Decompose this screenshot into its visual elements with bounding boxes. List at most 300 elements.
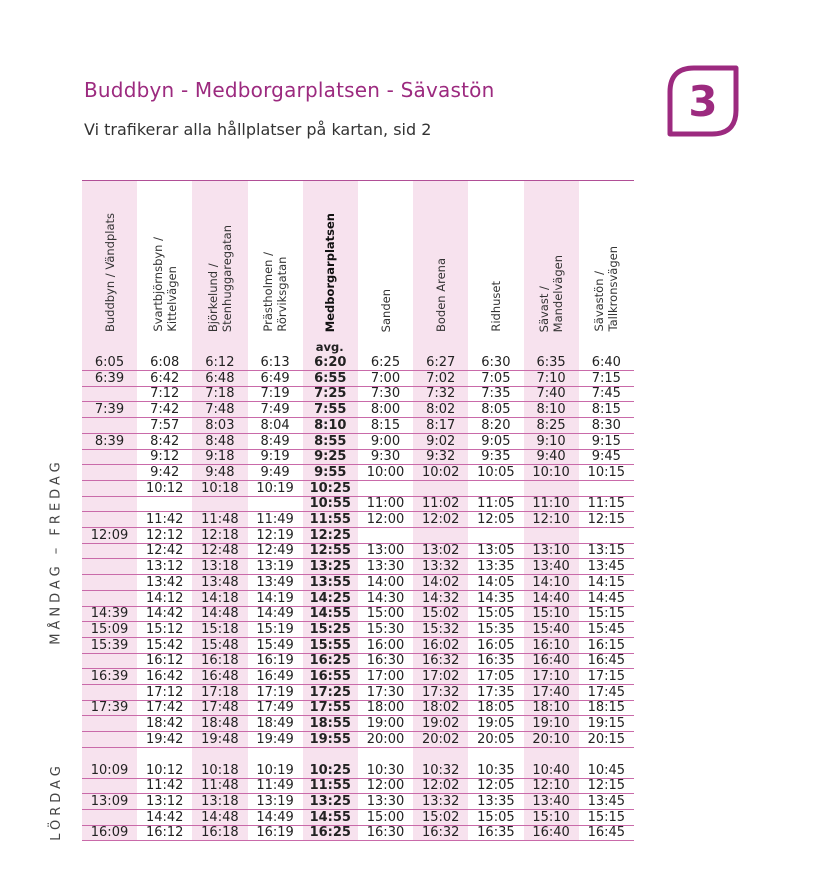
time-cell: 18:05	[477, 700, 515, 716]
stop-name: Prästholmen / Rörviksgatan	[261, 252, 290, 332]
time-cell: 11:48	[201, 778, 239, 794]
time-cell: 13:12	[145, 793, 184, 809]
time-cell: 14:42	[145, 809, 184, 825]
time-cell: 13:49	[256, 574, 294, 590]
time-cell	[358, 481, 413, 496]
time-cell: 13:42	[145, 574, 184, 590]
time-cell: 20:05	[477, 731, 515, 747]
time-cell: 16:30	[366, 653, 405, 669]
time-cell: 14:35	[477, 590, 515, 606]
saturday-section-label: LÖRDAG	[48, 762, 64, 842]
time-cell: 10:40	[532, 762, 570, 778]
timetable-row	[82, 591, 634, 607]
time-cell: 12:18	[201, 527, 239, 543]
stop-name: Sanden	[378, 288, 393, 332]
time-cell: 16:25	[309, 825, 351, 841]
time-cell: 15:35	[477, 621, 515, 637]
time-cell: 7:55	[314, 402, 347, 418]
time-cell: 15:15	[587, 809, 626, 825]
time-cell: 16:30	[366, 825, 405, 841]
time-cell: 10:30	[366, 762, 405, 778]
time-cell: 16:12	[145, 825, 184, 841]
time-cell	[82, 465, 137, 480]
time-cell: 14:02	[421, 574, 460, 590]
time-cell: 7:00	[370, 370, 401, 386]
time-cell: 16:42	[145, 669, 184, 684]
time-cell: 16:19	[256, 653, 294, 669]
stop-header	[82, 182, 137, 332]
time-cell	[137, 496, 192, 511]
time-cell: 10:45	[587, 762, 626, 778]
timetable-row	[82, 685, 634, 701]
time-cell	[82, 778, 137, 793]
time-cell	[248, 496, 303, 511]
time-cell: 19:02	[421, 716, 460, 732]
time-cell: 8:04	[260, 417, 290, 433]
timetable-row	[82, 528, 634, 544]
stop-header	[137, 182, 192, 332]
timetable-row	[82, 543, 634, 559]
time-cell: 10:10	[532, 464, 570, 480]
time-cell: 8:05	[481, 402, 511, 418]
time-cell: 13:15	[587, 543, 626, 559]
time-cell	[413, 481, 468, 496]
time-cell	[579, 528, 634, 543]
time-cell: 19:49	[256, 731, 294, 747]
time-cell: 13:40	[532, 793, 570, 809]
time-cell: 10:25	[309, 762, 351, 778]
time-cell: 18:55	[309, 716, 351, 732]
time-cell: 15:48	[201, 637, 239, 653]
time-cell: 14:39	[90, 606, 129, 622]
time-cell: 8:42	[150, 433, 180, 449]
time-cell: 15:19	[256, 621, 294, 637]
time-cell: 8:25	[536, 417, 566, 433]
time-cell: 16:45	[587, 825, 626, 841]
timetable-row	[82, 575, 634, 591]
time-cell: 19:15	[587, 716, 626, 732]
time-cell	[82, 543, 137, 558]
time-cell	[82, 496, 137, 511]
time-cell: 19:55	[309, 731, 351, 747]
stop-header	[579, 182, 634, 332]
time-cell: 17:02	[421, 669, 460, 684]
time-cell: 10:05	[477, 464, 515, 480]
time-cell	[468, 528, 523, 543]
time-cell: 16:40	[532, 825, 570, 841]
line-number-badge	[666, 64, 740, 138]
stop-header	[468, 182, 523, 332]
time-cell: 15:05	[477, 809, 515, 825]
time-cell: 9:15	[591, 433, 621, 449]
time-cell: 10:09	[90, 762, 129, 778]
time-cell: 10:55	[309, 496, 351, 512]
time-cell: 9:42	[150, 464, 180, 480]
time-cell: 12:25	[309, 527, 351, 543]
timetable-row	[82, 418, 634, 434]
timetable-row	[82, 794, 634, 810]
time-cell: 9:40	[536, 449, 566, 465]
time-cell: 10:19	[256, 480, 294, 496]
stop-header	[192, 182, 247, 332]
time-cell: 17:25	[309, 684, 351, 700]
timetable-row	[82, 434, 634, 450]
time-cell: 16:02	[421, 637, 460, 653]
time-cell: 14:40	[532, 590, 570, 606]
time-cell: 9:55	[314, 464, 347, 480]
time-cell: 14:48	[201, 809, 239, 825]
time-cell: 9:32	[426, 449, 456, 465]
header-top-rule	[82, 180, 634, 181]
time-cell: 13:09	[90, 793, 129, 809]
time-cell: 15:10	[532, 809, 570, 825]
time-cell: 12:10	[532, 512, 570, 527]
time-cell: 12:05	[477, 512, 515, 527]
time-cell: 8:48	[205, 433, 235, 449]
line-number: 3	[688, 76, 718, 126]
time-cell: 11:00	[366, 496, 405, 512]
time-cell	[82, 653, 137, 668]
time-cell: 7:15	[591, 370, 621, 386]
timetable-row	[82, 825, 634, 841]
time-cell: 13:05	[477, 543, 515, 559]
time-cell: 13:00	[366, 543, 405, 559]
time-cell: 14:05	[477, 574, 515, 590]
time-cell: 9:18	[205, 449, 235, 465]
time-cell: 14:48	[201, 606, 239, 622]
time-cell: 13:35	[477, 793, 515, 809]
time-cell: 19:10	[532, 716, 570, 732]
time-cell: 7:02	[426, 370, 456, 386]
time-cell: 12:02	[421, 778, 460, 794]
time-cell: 16:05	[477, 637, 515, 653]
timetable-row	[82, 732, 634, 748]
time-cell: 17:40	[532, 684, 570, 700]
time-cell: 6:27	[426, 355, 456, 370]
timetable-row	[82, 355, 634, 371]
time-cell: 6:39	[94, 370, 125, 386]
time-cell: 7:45	[591, 386, 621, 402]
time-cell: 11:55	[309, 512, 351, 527]
time-cell: 8:10	[536, 402, 566, 418]
stop-header	[413, 182, 468, 332]
time-cell: 16:32	[421, 653, 460, 669]
time-cell: 14:30	[366, 590, 405, 606]
time-cell	[82, 810, 137, 825]
time-cell: 18:15	[587, 700, 626, 716]
time-cell	[82, 716, 137, 731]
time-cell: 6:42	[150, 370, 180, 386]
time-cell: 13:18	[201, 793, 239, 809]
time-cell: 13:30	[366, 793, 405, 809]
timetable-row	[82, 638, 634, 654]
time-cell: 9:19	[260, 449, 290, 465]
time-cell: 8:30	[591, 417, 621, 433]
time-cell: 9:12	[150, 449, 180, 465]
time-cell: 13:40	[532, 559, 570, 575]
time-cell: 9:10	[536, 433, 566, 449]
time-cell: 13:25	[309, 793, 351, 809]
time-cell: 17:10	[532, 669, 570, 684]
time-cell: 9:25	[314, 449, 347, 465]
time-cell: 8:03	[205, 417, 235, 433]
time-cell: 20:00	[366, 731, 405, 747]
stop-name: Ridhuset	[488, 281, 503, 332]
time-cell: 13:32	[421, 559, 460, 575]
time-cell: 13:19	[256, 559, 294, 575]
time-cell: 16:10	[532, 637, 570, 653]
time-cell: 17:15	[587, 669, 626, 684]
time-cell: 15:12	[145, 621, 184, 637]
time-cell: 10:12	[145, 762, 184, 778]
time-cell	[468, 481, 523, 496]
time-cell: 15:30	[366, 621, 405, 637]
stop-name: Sävast / Mandelvägen	[537, 254, 566, 332]
time-cell: 9:35	[481, 449, 511, 465]
time-cell: 12:15	[587, 512, 626, 527]
time-cell: 7:35	[481, 386, 511, 402]
time-cell: 14:55	[309, 606, 351, 622]
time-cell: 10:35	[477, 762, 515, 778]
time-cell: 9:05	[481, 433, 511, 449]
time-cell	[82, 418, 137, 433]
time-cell: 17:19	[256, 684, 294, 700]
time-cell: 17:18	[201, 684, 239, 700]
time-cell: 10:25	[309, 480, 351, 496]
time-cell: 15:02	[421, 809, 460, 825]
timetable-row	[82, 449, 634, 465]
timetable-row	[82, 763, 634, 779]
time-cell: 15:39	[90, 637, 129, 653]
time-cell: 12:48	[201, 543, 239, 559]
time-cell: 12:42	[145, 543, 184, 559]
time-cell: 6:13	[260, 355, 290, 370]
time-cell: 15:18	[201, 621, 239, 637]
time-cell: 7:12	[150, 386, 180, 402]
time-cell: 13:10	[532, 543, 570, 559]
time-cell: 6:30	[481, 355, 511, 370]
time-cell: 12:15	[587, 778, 626, 794]
time-cell	[82, 481, 137, 496]
time-cell: 13:45	[587, 793, 626, 809]
time-cell: 17:55	[309, 700, 351, 716]
time-cell: 8:20	[481, 417, 511, 433]
time-cell	[82, 591, 137, 606]
time-cell: 16:35	[477, 653, 515, 669]
time-cell: 6:35	[536, 355, 566, 370]
time-cell	[82, 512, 137, 527]
time-cell: 10:32	[421, 762, 460, 778]
time-cell: 10:18	[201, 480, 239, 496]
time-cell: 13:19	[256, 793, 294, 809]
time-cell: 15:40	[532, 621, 570, 637]
time-cell: 7:49	[260, 402, 290, 418]
time-cell: 20:02	[421, 731, 460, 747]
time-cell: 12:00	[366, 512, 405, 527]
time-cell: 17:12	[145, 684, 184, 700]
time-cell: 7:10	[536, 370, 566, 386]
timetable-row	[82, 606, 634, 622]
time-cell: 17:49	[256, 700, 294, 716]
time-cell: 13:45	[587, 559, 626, 575]
time-cell	[82, 685, 137, 700]
time-cell: 7:32	[426, 386, 456, 402]
time-cell: 17:45	[587, 684, 626, 700]
time-cell	[82, 575, 137, 590]
time-cell: 16:09	[90, 825, 129, 841]
stop-header	[303, 182, 358, 332]
time-cell: 17:05	[477, 669, 515, 684]
time-cell: 15:02	[421, 606, 460, 622]
time-cell: 7:19	[260, 386, 290, 402]
stop-name: Björkelund / Stenhuggaregatan	[205, 224, 234, 332]
time-cell: 17:42	[145, 700, 184, 716]
time-cell: 11:49	[256, 512, 294, 527]
time-cell: 15:49	[256, 637, 294, 653]
time-cell: 11:02	[421, 496, 460, 512]
time-cell: 8:02	[426, 402, 456, 418]
time-cell: 8:39	[94, 433, 125, 449]
time-cell: 6:55	[314, 370, 347, 386]
time-cell: 14:42	[145, 606, 184, 622]
time-cell: 13:55	[309, 574, 351, 590]
time-cell: 15:05	[477, 606, 515, 622]
time-cell: 13:25	[309, 559, 351, 575]
time-cell: 15:55	[309, 637, 351, 653]
time-cell: 18:42	[145, 716, 184, 732]
stop-name: Medborgarplatsen	[323, 212, 338, 332]
time-cell: 12:00	[366, 778, 405, 794]
time-cell: 11:55	[309, 778, 351, 794]
time-cell: 18:10	[532, 700, 570, 716]
time-cell: 15:00	[366, 606, 405, 622]
time-cell: 12:19	[256, 527, 294, 543]
time-cell: 11:15	[587, 496, 626, 512]
time-cell: 16:32	[421, 825, 460, 841]
time-cell: 8:15	[591, 402, 621, 418]
time-cell: 16:00	[366, 637, 405, 653]
time-cell: 11:10	[532, 496, 570, 512]
stop-header	[248, 182, 303, 332]
time-cell: 14:10	[532, 574, 570, 590]
time-cell: 14:45	[587, 590, 626, 606]
time-cell	[524, 528, 579, 543]
time-cell: 8:55	[314, 433, 347, 449]
time-cell: 6:40	[591, 355, 621, 370]
stop-name: Boden Arena	[433, 258, 448, 332]
time-cell: 18:48	[201, 716, 239, 732]
time-cell	[82, 559, 137, 574]
page-title: Buddbyn - Medborgarplatsen - Sävastön	[84, 78, 495, 102]
time-cell: 19:48	[201, 731, 239, 747]
time-cell: 16:35	[477, 825, 515, 841]
time-cell: 10:19	[256, 762, 294, 778]
timetable-row	[82, 653, 634, 669]
time-cell: 14:49	[256, 606, 294, 622]
time-cell: 13:35	[477, 559, 515, 575]
time-cell	[358, 528, 413, 543]
time-cell: 20:10	[532, 731, 570, 747]
time-cell: 12:55	[309, 543, 351, 559]
timetable-row	[82, 810, 634, 826]
time-cell: 7:05	[481, 370, 511, 386]
time-cell: 13:48	[201, 574, 239, 590]
time-cell: 13:32	[421, 793, 460, 809]
time-cell: 11:05	[477, 496, 515, 512]
time-cell: 15:32	[421, 621, 460, 637]
time-cell: 16:25	[309, 653, 351, 669]
time-cell: 19:05	[477, 716, 515, 732]
time-cell: 16:48	[201, 669, 239, 684]
time-cell: 13:02	[421, 543, 460, 559]
time-cell: 15:00	[366, 809, 405, 825]
time-cell: 7:48	[205, 402, 235, 418]
time-cell: 7:30	[370, 386, 401, 402]
time-cell: 17:32	[421, 684, 460, 700]
time-cell: 15:09	[90, 621, 129, 637]
time-cell: 16:40	[532, 653, 570, 669]
time-cell: 18:02	[421, 700, 460, 716]
time-cell: 14:15	[587, 574, 626, 590]
time-cell	[82, 449, 137, 464]
time-cell: 7:18	[205, 386, 235, 402]
time-cell: 7:42	[150, 402, 180, 418]
time-cell: 13:18	[201, 559, 239, 575]
time-cell: 6:08	[150, 355, 180, 370]
page-subtitle: Vi trafikerar alla hållplatser på kartan, sid 2	[84, 120, 432, 139]
time-cell: 12:05	[477, 778, 515, 794]
time-cell: 17:39	[90, 700, 129, 716]
time-cell: 14:18	[201, 590, 239, 606]
time-cell: 14:32	[421, 590, 460, 606]
timetable-row	[82, 700, 634, 716]
time-cell: 12:49	[256, 543, 294, 559]
time-cell: 7:40	[536, 386, 566, 402]
time-cell	[82, 386, 137, 401]
time-cell: 14:25	[309, 590, 351, 606]
time-cell: 18:49	[256, 716, 294, 732]
time-cell: 13:30	[366, 559, 405, 575]
time-cell: 6:48	[205, 370, 235, 386]
time-cell: 7:57	[150, 417, 180, 433]
time-cell: 16:45	[587, 653, 626, 669]
time-cell: 20:15	[587, 731, 626, 747]
time-cell: 9:02	[426, 433, 456, 449]
time-cell: 8:15	[370, 417, 401, 433]
time-cell: 9:45	[591, 449, 621, 465]
time-cell: 15:45	[587, 621, 626, 637]
time-cell: 6:25	[370, 355, 401, 370]
time-cell: 9:48	[205, 464, 235, 480]
time-cell: 12:09	[90, 527, 129, 543]
time-cell: 16:55	[309, 669, 351, 684]
time-cell: 11:49	[256, 778, 294, 794]
time-cell: 10:18	[201, 762, 239, 778]
time-cell: 11:48	[201, 512, 239, 527]
time-cell: 7:25	[314, 386, 347, 402]
weekday-section-label: MÅNDAG – FREDAG	[48, 458, 64, 645]
time-cell: 10:02	[421, 464, 460, 480]
stop-name: Buddbyn / Vändplats	[102, 212, 117, 332]
timetable-row	[82, 716, 634, 732]
time-cell: 6:05	[94, 355, 125, 370]
time-cell: 6:20	[314, 355, 347, 370]
time-cell: 12:02	[421, 512, 460, 527]
timetable-row	[82, 778, 634, 794]
time-cell	[82, 732, 137, 747]
time-cell: 13:12	[145, 559, 184, 575]
timetable-row	[82, 669, 634, 685]
